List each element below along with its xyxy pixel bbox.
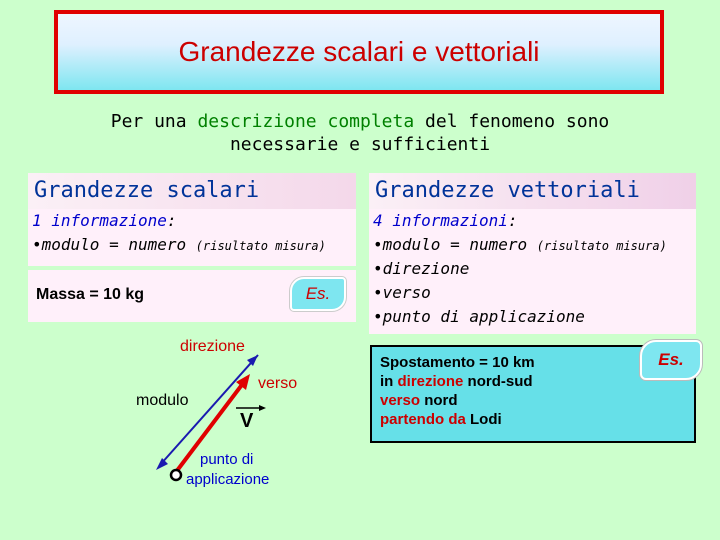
page-title: Grandezze scalari e vettoriali	[178, 36, 540, 67]
vettoriali-info	[373, 211, 518, 230]
intro-highlight: descrizione completa	[197, 111, 415, 132]
label-modulo: modulo	[136, 392, 189, 409]
colon: :	[166, 211, 177, 230]
bullet-text: •modulo = numero	[373, 235, 537, 254]
text: in	[380, 373, 398, 390]
direction-arrow-bottom	[156, 458, 168, 470]
intro-text: Per una	[110, 111, 198, 132]
scalari-heading: Grandezze scalari	[28, 173, 356, 209]
scalari-bullet-modulo	[32, 235, 326, 254]
vettoriali-bullet-verso: •verso	[373, 283, 431, 302]
vettoriali-bullet-modulo	[373, 235, 667, 254]
vettoriali-bullet-punto: •punto di applicazione	[373, 307, 585, 326]
vector-symbol-arrow	[259, 405, 266, 411]
example-line-4	[380, 410, 686, 429]
vettoriali-heading: Grandezze vettoriali	[369, 173, 696, 209]
intro-text-end: del fenomeno sono	[414, 111, 610, 132]
label-direzione: direzione	[180, 338, 245, 355]
scalari-info	[32, 211, 177, 230]
text: nord	[420, 392, 458, 409]
title-box	[54, 10, 664, 94]
text-red: verso	[380, 392, 421, 409]
example-line-3	[380, 391, 686, 410]
application-point	[171, 470, 181, 480]
vector-symbol: V	[240, 410, 254, 432]
colon: :	[507, 211, 518, 230]
text: Lodi	[465, 411, 502, 428]
vettoriali-panel	[369, 209, 696, 334]
es-badge-vettoriali: Es.	[640, 340, 702, 380]
scalari-example: Massa = 10 kg	[36, 286, 145, 303]
label-punto-1: punto di	[200, 451, 254, 468]
text-red: direzione	[397, 373, 464, 390]
bullet-note: (risultato misura)	[195, 239, 326, 253]
bullet-text: •modulo = numero	[32, 235, 196, 254]
vettoriali-bullet-direzione: •direzione	[373, 259, 470, 278]
scalari-info-count: 1 informazione	[32, 211, 167, 230]
vettoriali-info-count: 4 informazioni	[373, 211, 508, 230]
bullet-note: (risultato misura)	[536, 239, 667, 253]
text: nord-sud	[463, 373, 533, 390]
scalari-panel	[28, 209, 356, 266]
label-punto-2: applicazione	[186, 471, 270, 488]
example-line-1: Spostamento = 10 km	[380, 354, 535, 371]
intro-line-2: necessarie e sufficienti	[229, 134, 491, 155]
intro-line-1	[0, 111, 720, 132]
label-verso: verso	[258, 375, 298, 392]
text-red: partendo da	[380, 411, 466, 428]
es-badge-scalari: Es.	[290, 277, 346, 311]
